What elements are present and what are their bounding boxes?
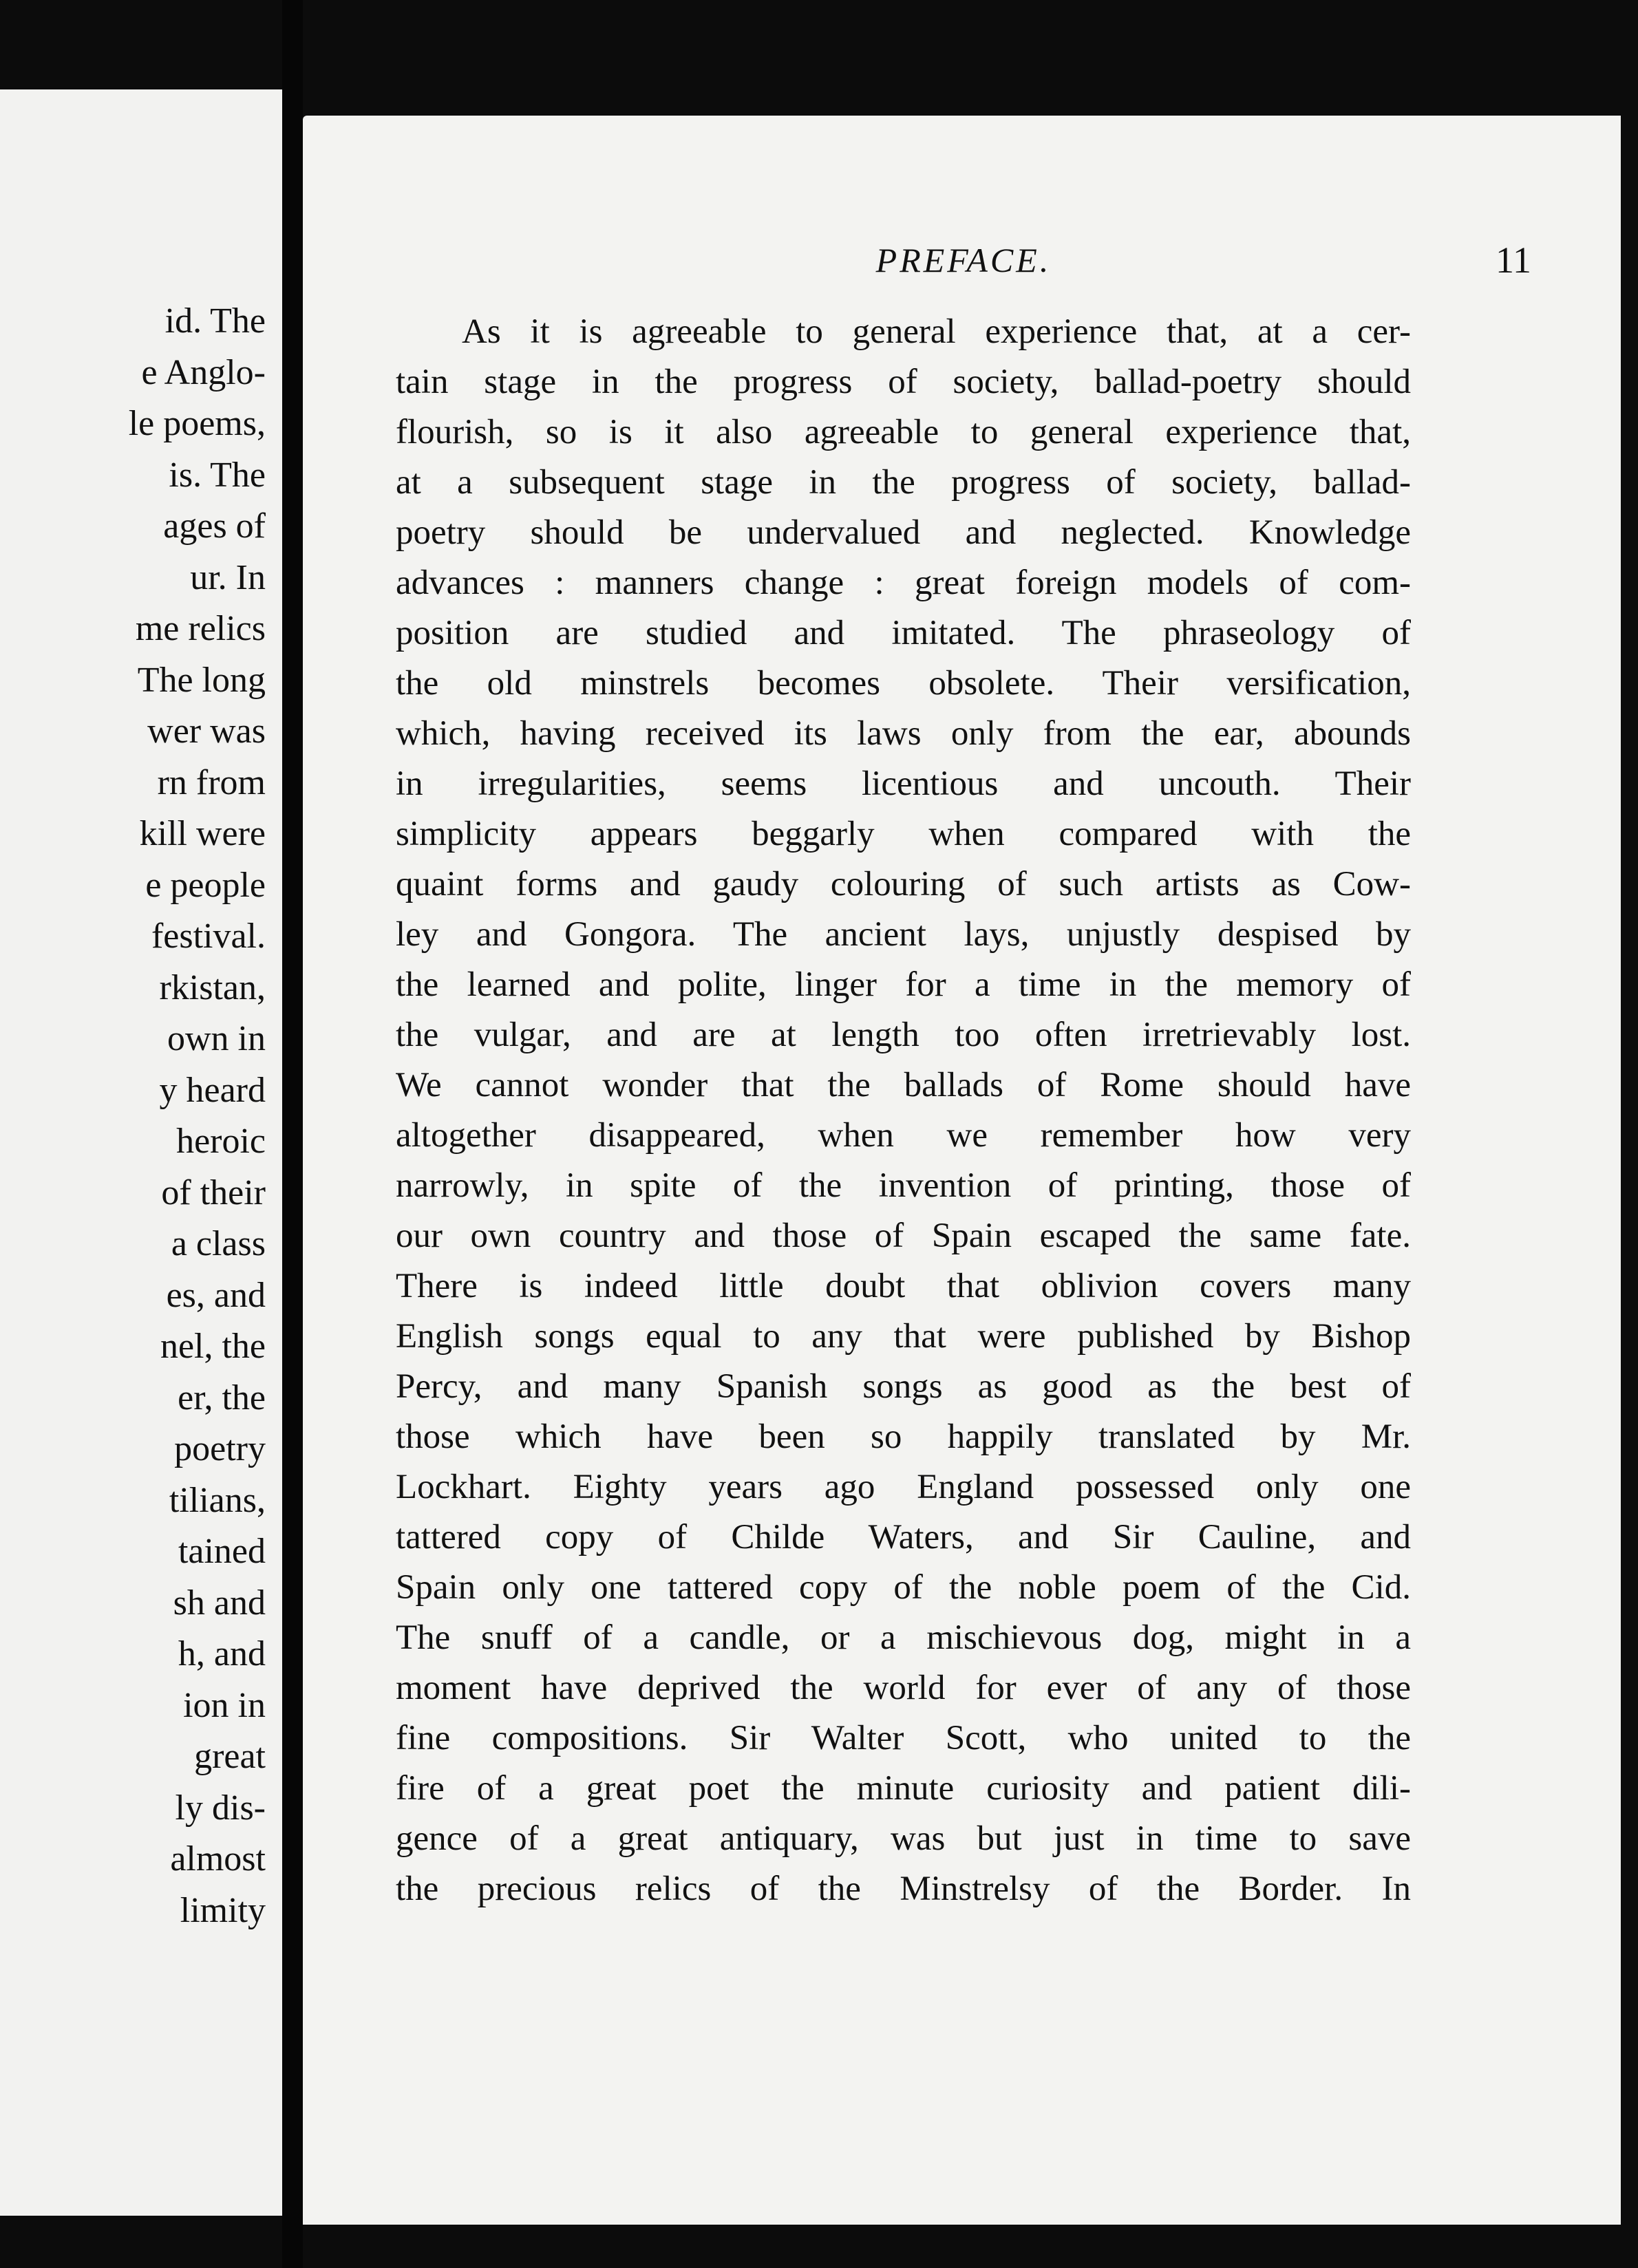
- text-line: narrowly, in spite of the invention of printing, those of: [396, 1166, 1411, 1205]
- left-page-line: e Anglo-: [141, 352, 266, 392]
- left-page-line: festival.: [151, 917, 266, 956]
- running-head-title: PREFACE.: [875, 241, 1052, 279]
- text-line: those which have been so happily translated by Mr.: [396, 1418, 1411, 1456]
- text-line: gence of a great antiquary, was but just in time to save: [396, 1819, 1411, 1858]
- left-page-line: almost: [170, 1839, 266, 1879]
- right-page: [303, 116, 1621, 2225]
- left-page-line: le poems,: [128, 404, 266, 443]
- left-page-line: kill were: [139, 814, 266, 853]
- text-line: in irregularities, seems licentious and uncouth. Their: [396, 764, 1411, 803]
- text-line: Percy, and many Spanish songs as good as the best of: [396, 1367, 1411, 1406]
- text-line: flourish, so is it also agreeable to general experience that,: [396, 413, 1411, 451]
- left-page-line: tained: [178, 1532, 266, 1571]
- left-page-line: er, the: [178, 1378, 266, 1418]
- text-line: quaint forms and gaudy colouring of such artists as Cow-: [396, 865, 1411, 903]
- left-page-line: ur. In: [190, 557, 266, 597]
- left-page-line: limity: [180, 1890, 266, 1930]
- left-page-line: poetry: [174, 1429, 266, 1468]
- running-head: [396, 236, 1531, 284]
- text-line: the learned and polite, linger for a time in the memory of: [396, 965, 1411, 1004]
- left-page-line: heroic: [176, 1122, 266, 1161]
- text-line: There is indeed little doubt that oblivion covers many: [396, 1267, 1411, 1305]
- body-paragraph: [396, 307, 1411, 1914]
- text-line: We cannot wonder that the ballads of Rome should have: [396, 1066, 1411, 1104]
- left-page-text: [129, 296, 266, 1936]
- text-line: the old minstrels becomes obsolete. Their versification,: [396, 664, 1411, 703]
- text-line: which, having received its laws only from the ear, abounds: [396, 714, 1411, 753]
- left-page-line: wer was: [147, 712, 266, 751]
- text-line: the vulgar, and are at length too often irretrievably lost.: [396, 1016, 1411, 1054]
- text-line: tain stage in the progress of society, ballad-poetry should: [396, 363, 1411, 401]
- text-line: The snuff of a candle, or a mischievous dog, might in a: [396, 1618, 1411, 1657]
- left-page-line: great: [194, 1737, 266, 1776]
- left-page-line: h, and: [178, 1634, 266, 1673]
- left-page-line: sh and: [173, 1583, 266, 1623]
- text-line: the precious relics of the Minstrelsy of the Border. In: [396, 1870, 1411, 1908]
- left-page-line: own in: [167, 1019, 266, 1058]
- left-page-line: e people: [145, 865, 266, 905]
- left-page-line: id. The: [164, 301, 266, 341]
- left-page-line: rkistan,: [159, 967, 266, 1007]
- left-page-line: is. The: [169, 455, 266, 495]
- left-page-line: nel, the: [160, 1327, 266, 1366]
- left-page-line: tilians,: [169, 1480, 266, 1520]
- text-line: fire of a great poet the minute curiosity and patient dili-: [396, 1769, 1411, 1808]
- text-line: English songs equal to any that were published by Bishop: [396, 1317, 1411, 1356]
- text-line: altogether disappeared, when we remember how very: [396, 1116, 1411, 1155]
- left-page-line: a class: [171, 1224, 266, 1263]
- left-page-line: y heard: [159, 1070, 266, 1110]
- text-line: position are studied and imitated. The phraseology of: [396, 614, 1411, 652]
- text-line: moment have deprived the world for ever of any of those: [396, 1669, 1411, 1707]
- left-page-line: ages of: [163, 506, 266, 546]
- text-line: simplicity appears beggarly when compared with the: [396, 815, 1411, 853]
- book-gutter: [282, 0, 303, 2268]
- left-page-line: ly dis-: [175, 1788, 266, 1828]
- text-line: ley and Gongora. The ancient lays, unjustly despised by: [396, 915, 1411, 954]
- text-line: our own country and those of Spain escaped the same fate.: [396, 1217, 1411, 1255]
- left-page-line: ion in: [183, 1685, 266, 1725]
- text-line: advances : manners change : great foreign models of com-: [396, 564, 1411, 602]
- text-line: Spain only one tattered copy of the noble poem of the Cid.: [396, 1568, 1411, 1607]
- text-line: tattered copy of Childe Waters, and Sir Cauline, and: [396, 1518, 1411, 1556]
- text-line: As it is agreeable to general experience that, at a cer-: [462, 312, 1411, 351]
- text-line: poetry should be undervalued and neglected. Knowledge: [396, 513, 1411, 552]
- left-page-fragment: [0, 89, 282, 2216]
- text-line: Lockhart. Eighty years ago England possessed only one: [396, 1468, 1411, 1506]
- left-page-line: me relics: [135, 609, 266, 648]
- page-number: 11: [1496, 239, 1531, 281]
- left-page-line: rn from: [157, 762, 266, 802]
- left-page-line: The long: [137, 660, 266, 700]
- left-page-line: of their: [161, 1173, 266, 1212]
- text-line: fine compositions. Sir Walter Scott, who united to the: [396, 1719, 1411, 1757]
- left-page-line: es, and: [166, 1275, 266, 1315]
- text-line: at a subsequent stage in the progress of society, ballad-: [396, 463, 1411, 502]
